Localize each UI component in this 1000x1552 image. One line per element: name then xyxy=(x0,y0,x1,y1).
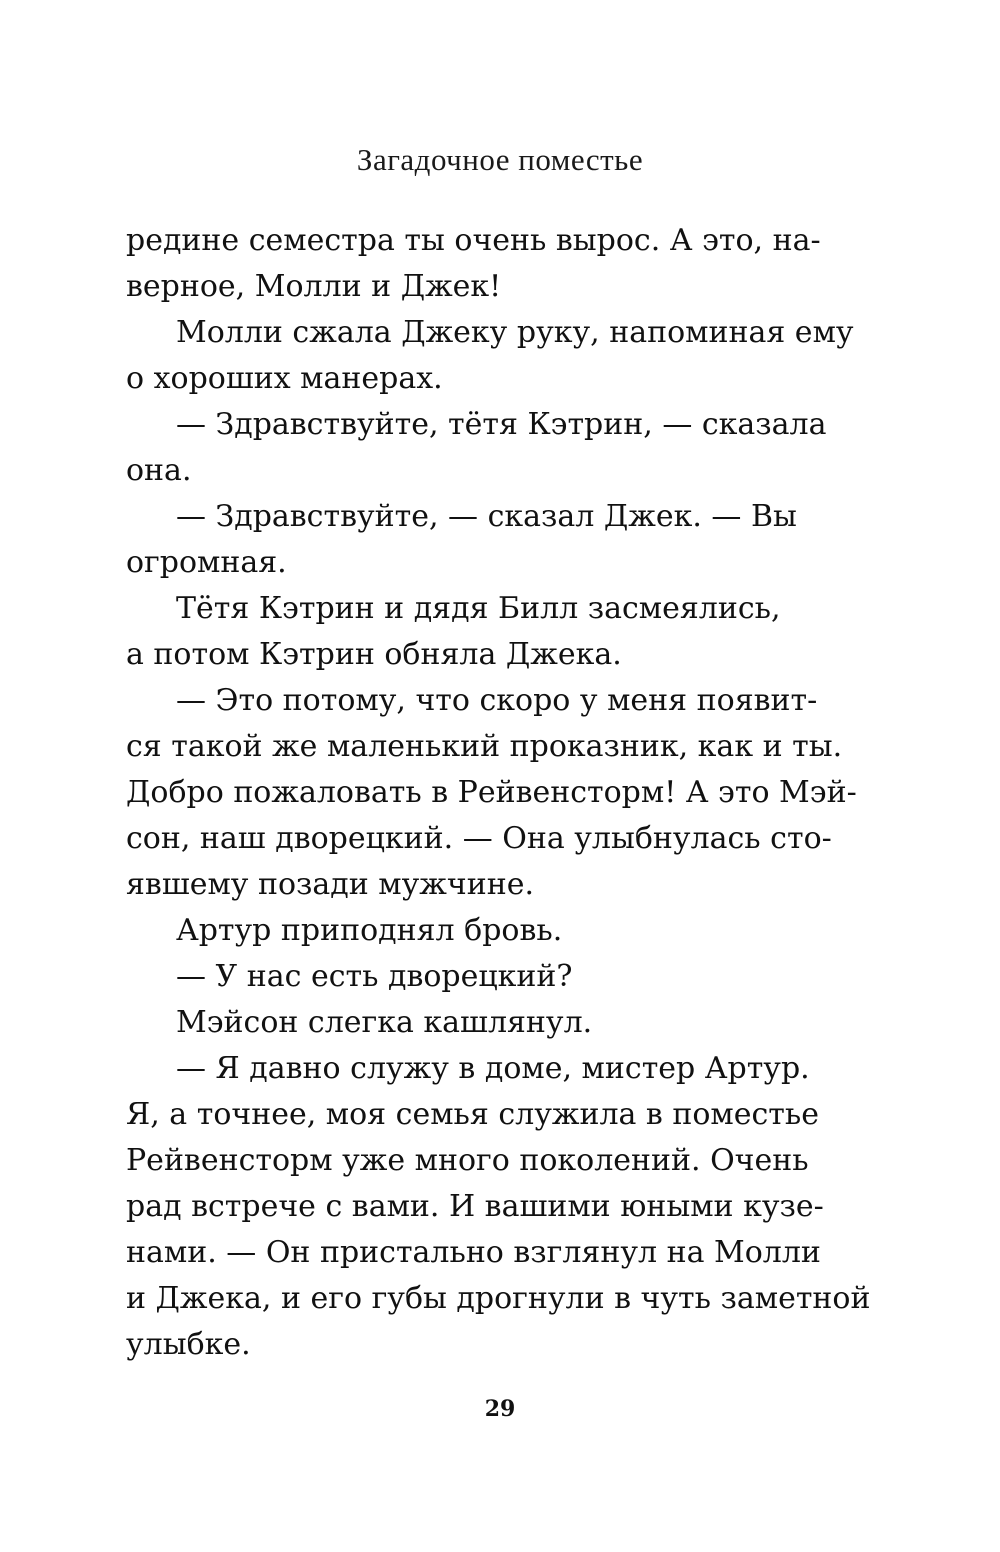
text-line: — Я давно служу в доме, мистер Артур. xyxy=(176,1051,810,1086)
text-line: редине семестра ты очень вырос. А это, на- xyxy=(126,223,821,258)
text-line: о хороших манерах. xyxy=(126,361,443,396)
text-line: — Здравствуйте, тётя Кэтрин, — сказала xyxy=(176,407,827,442)
text-line: сон, наш дворецкий. — Она улыбнулась сто- xyxy=(126,821,832,856)
text-line: рад встрече с вами. И вашими юными кузе- xyxy=(126,1189,824,1224)
text-line: нами. — Он пристально взглянул на Молли xyxy=(126,1235,821,1270)
text-line: Мэйсон слегка кашлянул. xyxy=(176,1005,593,1040)
text-line: она. xyxy=(126,453,192,488)
text-line: а потом Кэтрин обняла Джека. xyxy=(126,637,622,672)
text-line: ся такой же маленький проказник, как и ты. xyxy=(126,729,843,764)
text-line: Молли сжала Джеку руку, напоминая ему xyxy=(176,315,854,350)
text-line: огромная. xyxy=(126,545,287,580)
text-line: верное, Молли и Джек! xyxy=(126,269,502,304)
text-line: Добро пожаловать в Рейвенсторм! А это Мэй- xyxy=(126,775,857,810)
text-line: — Это потому, что скоро у меня появит- xyxy=(176,683,818,718)
text-line: и Джека, и его губы дрогнули в чуть заметной xyxy=(126,1281,871,1316)
text-line: — У нас есть дворецкий? xyxy=(176,959,573,994)
page-number: 29 xyxy=(484,1396,516,1422)
body-text xyxy=(126,218,871,1368)
running-head: Загадочное поместье xyxy=(356,142,644,177)
text-line: — Здравствуйте, — сказал Джек. — Вы xyxy=(176,499,797,534)
text-line: Я, а точнее, моя семья служила в поместье xyxy=(126,1097,819,1132)
text-line: Тётя Кэтрин и дядя Билл засмеялись, xyxy=(176,591,781,626)
text-line: явшему позади мужчине. xyxy=(126,867,534,902)
text-line: Артур приподнял бровь. xyxy=(176,913,563,948)
text-line: Рейвенсторм уже много поколений. Очень xyxy=(126,1143,809,1178)
text-line: улыбке. xyxy=(126,1327,251,1362)
